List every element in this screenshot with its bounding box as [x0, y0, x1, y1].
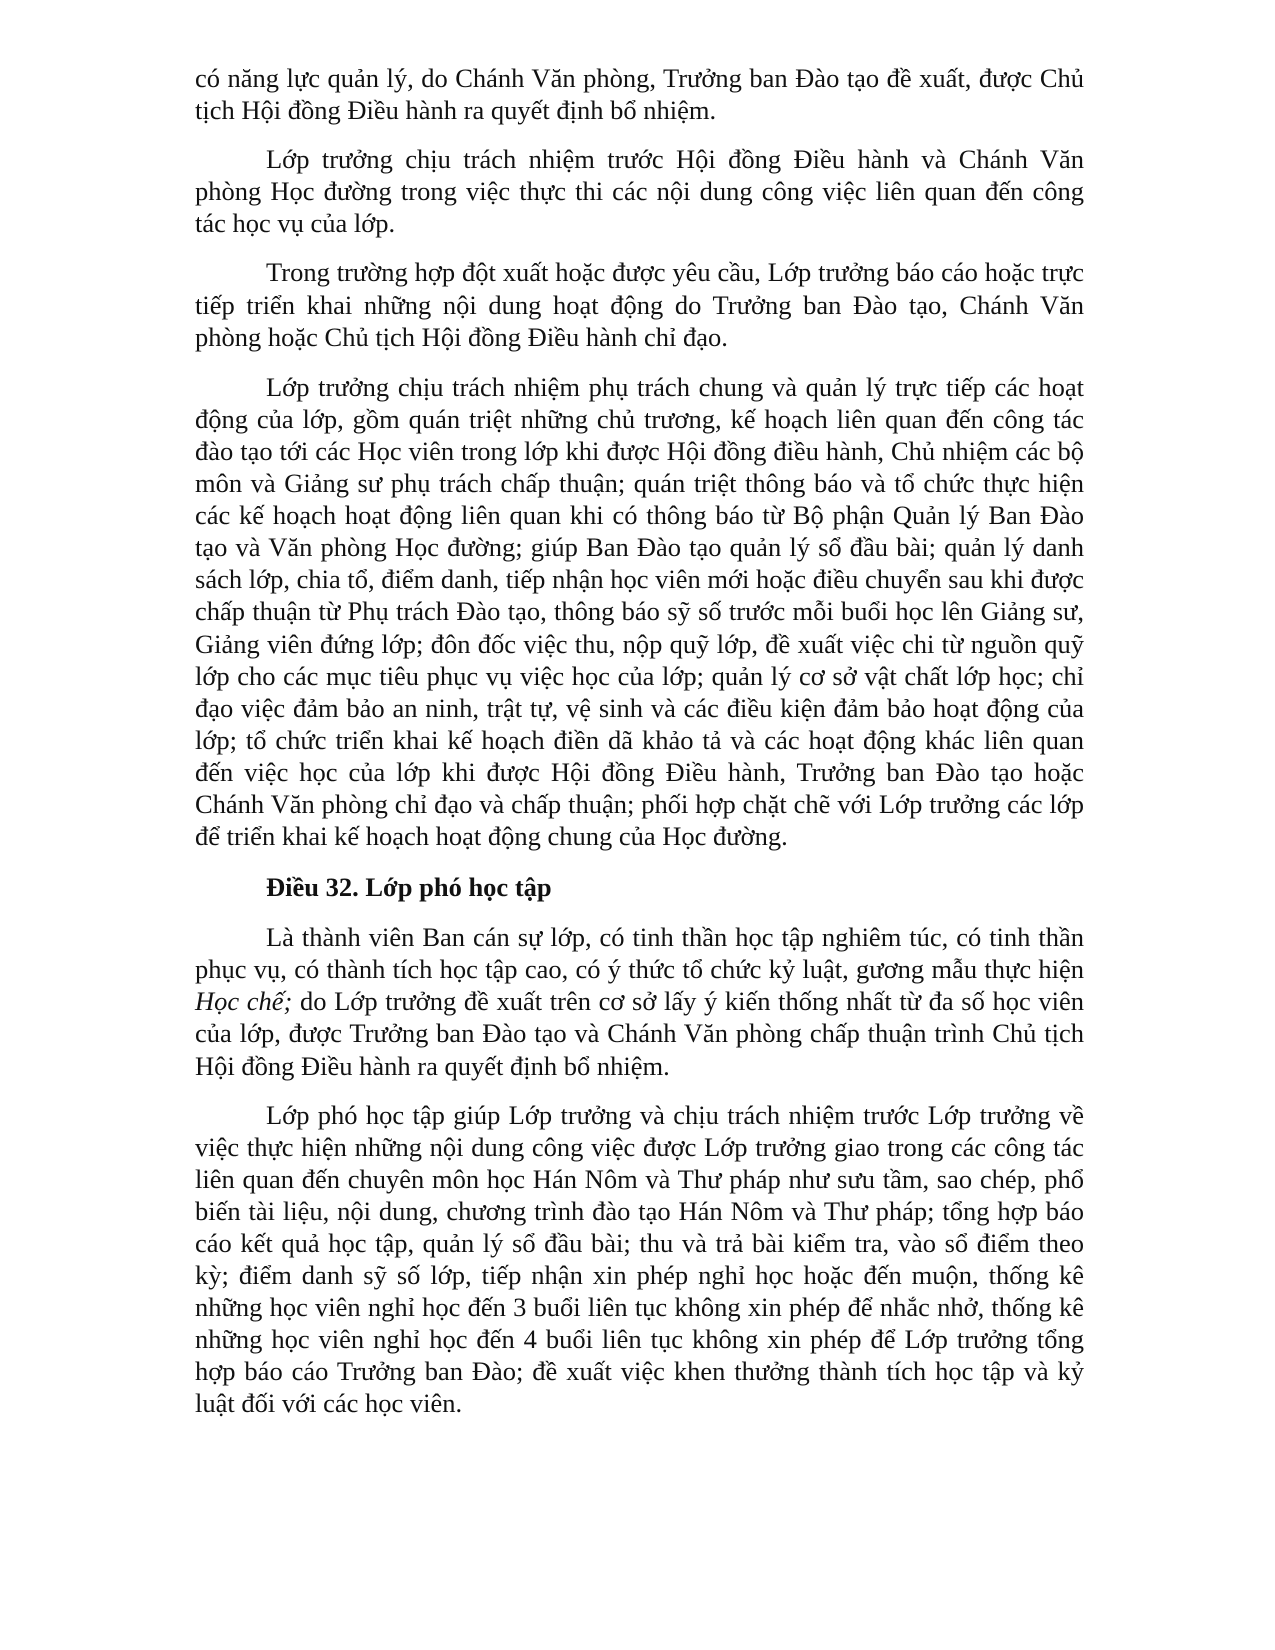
section-heading-article-32: Điều 32. Lớp phó học tập	[266, 872, 552, 903]
italic-term-hoc-che: Học chế;	[195, 986, 293, 1017]
paragraph-class-monitor-reporting: Trong trường hợp đột xuất hoặc được yêu cầu, Lớp trưởng báo cáo hoặc trực tiếp triển khai những nội dung hoạt động do Trưởng ban Đào tạo, Chánh Văn phòng hoặc Chủ tịch Hội đồng Điều hành chỉ đạo.	[195, 257, 1084, 352]
paragraph-class-monitor-duties: Lớp trưởng chịu trách nhiệm phụ trách chung và quản lý trực tiếp các hoạt động của lớp, gồm quán triệt những chủ trương, kế hoạch liên quan đến công tác đào tạo tới các Học viên trong lớp khi được Hội đồng điều hành, Chủ nhiệm các bộ môn và Giảng sư phụ trách chấp thuận; quán triệt thông báo và tổ chức thực hiện các kế hoạch hoạt động liên quan khi có thông báo từ Bộ phận Quản lý Ban Đào tạo và Văn phòng Học đường; giúp Ban Đào tạo quản lý sổ đầu bài; quản lý danh sách lớp, chia tổ, điểm danh, tiếp nhận học viên mới hoặc điều chuyển sau khi được chấp thuận từ Phụ trách Đào tạo, thông báo sỹ số trước mỗi buổi học lên Giảng sư, Giảng viên đứng lớp; đôn đốc việc thu, nộp quỹ lớp, đề xuất việc chi từ nguồn quỹ lớp cho các mục tiêu phục vụ việc học của lớp; quản lý cơ sở vật chất lớp học; chỉ đạo việc đảm bảo an ninh, trật tự, vệ sinh và các điều kiện đảm bảo hoạt động của lớp; tổ chức triển khai kế hoạch điền dã khảo tả và các hoạt động khác liên quan đến việc học của lớp khi được Hội đồng Điều hành, Trưởng ban Đào tạo hoặc Chánh Văn phòng chỉ đạo và chấp thuận; phối hợp chặt chẽ với Lớp trưởng các lớp để triển khai kế hoạch hoạt động chung của Học đường.	[195, 371, 1084, 852]
document-page	[195, 62, 1084, 1420]
paragraph-vice-monitor-appointment	[195, 921, 1084, 1081]
paragraph-text-part: Là thành viên Ban cán sự lớp, có tinh thần học tập nghiêm túc, có tinh thần phục vụ, có thành tích học tập cao, có ý thức tổ chức kỷ luật, gương mẫu thực hiện	[195, 922, 1084, 985]
paragraph-class-monitor-responsibility: Lớp trưởng chịu trách nhiệm trước Hội đồng Điều hành và Chánh Văn phòng Học đường trong việc thực thi các nội dung công việc liên quan đến công tác học vụ của lớp.	[195, 144, 1084, 239]
paragraph-vice-monitor-duties: Lớp phó học tập giúp Lớp trưởng và chịu trách nhiệm trước Lớp trưởng về việc thực hiện những nội dung công việc được Lớp trưởng giao trong các công tác liên quan đến chuyên môn học Hán Nôm và Thư pháp như sưu tầm, sao chép, phổ biến tài liệu, nội dung, chương trình đào tạo Hán Nôm và Thư pháp; tổng hợp báo cáo kết quả học tập, quản lý sổ đầu bài; thu và trả bài kiểm tra, vào sổ điểm theo kỳ; điểm danh sỹ số lớp, tiếp nhận xin phép nghỉ học hoặc đến muộn, thống kê những học viên nghỉ học đến 3 buổi liên tục không xin phép để nhắc nhở, thống kê những học viên nghỉ học đến 4 buổi liên tục không xin phép để Lớp trưởng tổng hợp báo cáo Trưởng ban Đào; đề xuất việc khen thưởng thành tích học tập và kỷ luật đối với các học viên.	[195, 1099, 1084, 1419]
paragraph-continuation: có năng lực quản lý, do Chánh Văn phòng, Trưởng ban Đào tạo đề xuất, được Chủ tịch Hội đồng Điều hành ra quyết định bổ nhiệm.	[195, 63, 1084, 126]
paragraph-text-part: do Lớp trưởng đề xuất trên cơ sở lấy ý kiến thống nhất từ đa số học viên của lớp, được Trưởng ban Đào tạo và Chánh Văn phòng chấp thuận trình Chủ tịch Hội đồng Điều hành ra quyết định bổ nhiệm.	[195, 986, 1084, 1081]
